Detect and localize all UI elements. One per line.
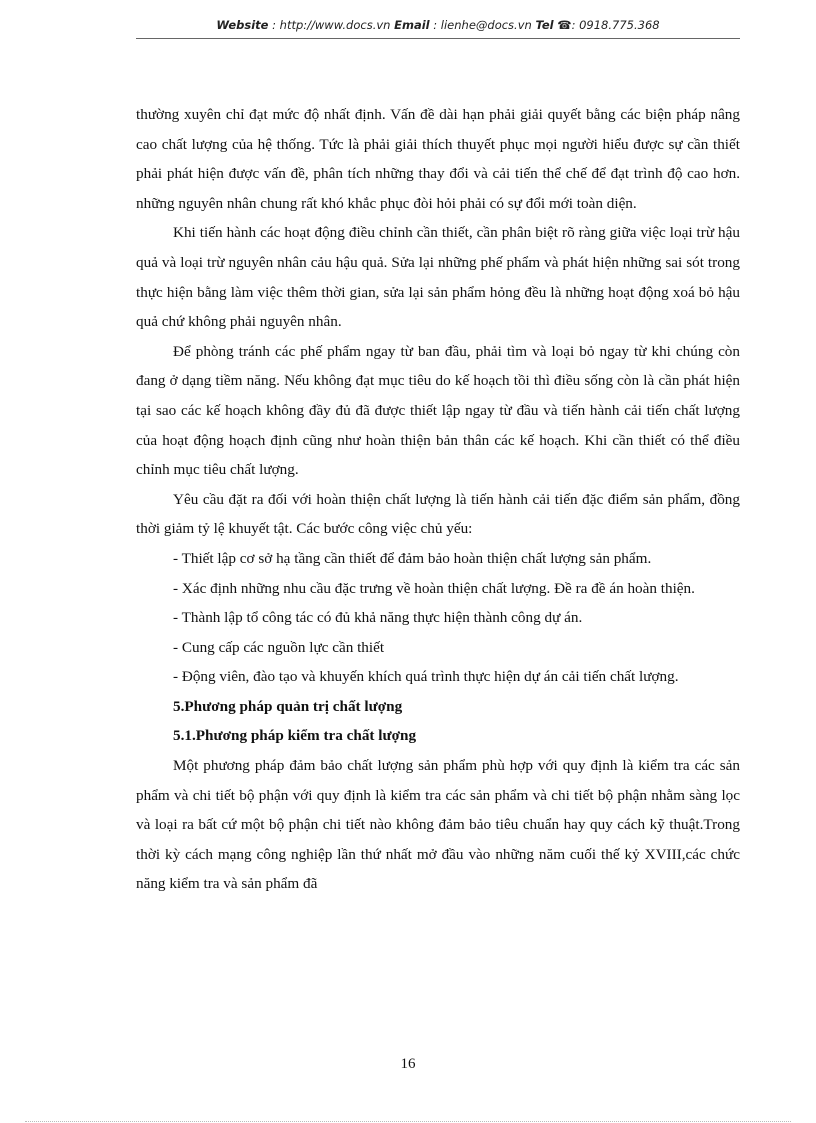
section-heading: 5.1.Phương pháp kiểm tra chất lượng: [173, 727, 417, 745]
document-body: [136, 100, 740, 899]
tel-label: Tel: [535, 18, 554, 32]
phone-icon: ☎: [557, 18, 572, 32]
paragraph: - Thiết lập cơ sở hạ tầng cần thiết để đảm bảo hoàn thiện chất lượng sản phẩm.: [173, 549, 652, 567]
website-url[interactable]: http://www.docs.vn: [279, 18, 391, 32]
email-address[interactable]: lienhe@docs.vn: [440, 18, 532, 32]
website-separator: :: [268, 18, 280, 32]
page-bottom-divider: [25, 1121, 791, 1122]
paragraph: - Xác định những nhu cầu đặc trưng về hoàn thiện chất lượng. Đề ra đề án hoàn thiện.: [173, 579, 695, 597]
page-header: [136, 18, 740, 32]
section-heading: 5.Phương pháp quản trị chất lượng: [173, 697, 403, 715]
website-label: Website: [216, 18, 269, 32]
email-separator: :: [429, 18, 441, 32]
email-label: Email: [394, 18, 430, 32]
tel-number: 0918.775.368: [579, 18, 660, 32]
paragraph: - Động viên, đào tạo và khuyến khích quá trình thực hiện dự án cải tiến chất lượng.: [173, 668, 679, 686]
tel-separator: :: [571, 18, 580, 32]
page-number: 16: [400, 1056, 416, 1072]
paragraph: Yêu cầu đặt ra đối với hoàn thiện chất lượng là tiến hành cải tiến đặc điểm sản phẩm, đồng thời giảm tỷ lệ khuyết tật. Các bước công việc chủ yếu:: [136, 490, 740, 538]
paragraph: - Thành lập tổ công tác có đủ khả năng thực hiện thành công dự án.: [173, 609, 583, 627]
paragraph: Khi tiến hành các hoạt động điều chỉnh cần thiết, cần phân biệt rõ ràng giữa việc loại trừ hậu quả và loại trừ nguyên nhân cảu hậu quả. Sửa lại những phế phẩm và phát hiện những sai sót trong thực hiện bằng làm việc thêm thời gian, sửa lại sản phẩm hỏng đều là những hoạt động xoá bỏ hậu quả chứ không phải nguyên nhân.: [136, 224, 740, 331]
paragraph: Một phương pháp đảm bảo chất lượng sản phẩm phù hợp với quy định là kiểm tra các sản phẩm và chi tiết bộ phận với quy định là kiểm tra các sản phẩm và chi tiết bộ phận nhằm sàng lọc và loại ra bất cứ một bộ phận chi tiết nào không đảm bảo tiêu chuẩn hay quy cách kỹ thuật.Trong thời kỳ cách mạng công nghiệp lần thứ nhất mở đầu vào những năm cuối thế kỷ XVIII,các chức năng kiểm tra và sản phẩm đã: [136, 757, 740, 893]
paragraph: Để phòng tránh các phế phẩm ngay từ ban đầu, phải tìm và loại bỏ ngay từ khi chúng còn đang ở dạng tiềm năng. Nếu không đạt mục tiêu do kế hoạch tồi thì điều sống còn là cần phát hiện tại sao các kế hoạch không đầy đủ đã được thiết lập ngay từ đầu và tiến hành cải tiến chất lượng của hoạt động hoạch định cũng như hoàn thiện bản thân các kế hoạch. Khi cần thiết có thể điều chỉnh mục tiêu chất lượng.: [136, 342, 740, 479]
paragraph: thường xuyên chỉ đạt mức độ nhất định. Vấn đề dài hạn phải giải quyết bằng các biện pháp nâng cao chất lượng của hệ thống. Tức là phải giải thích thuyết phục mọi người hiểu được sự cần thiết phải phát hiện được vấn đề, phân tích những thay đổi và cải tiến thể chế để đạt trình độ cao hơn. những nguyên nhân chung rất khó khắc phục đòi hỏi phải có sự đổi mới toàn diện.: [136, 106, 740, 212]
header-divider: [136, 38, 740, 39]
paragraph: - Cung cấp các nguồn lực cần thiết: [173, 638, 385, 656]
